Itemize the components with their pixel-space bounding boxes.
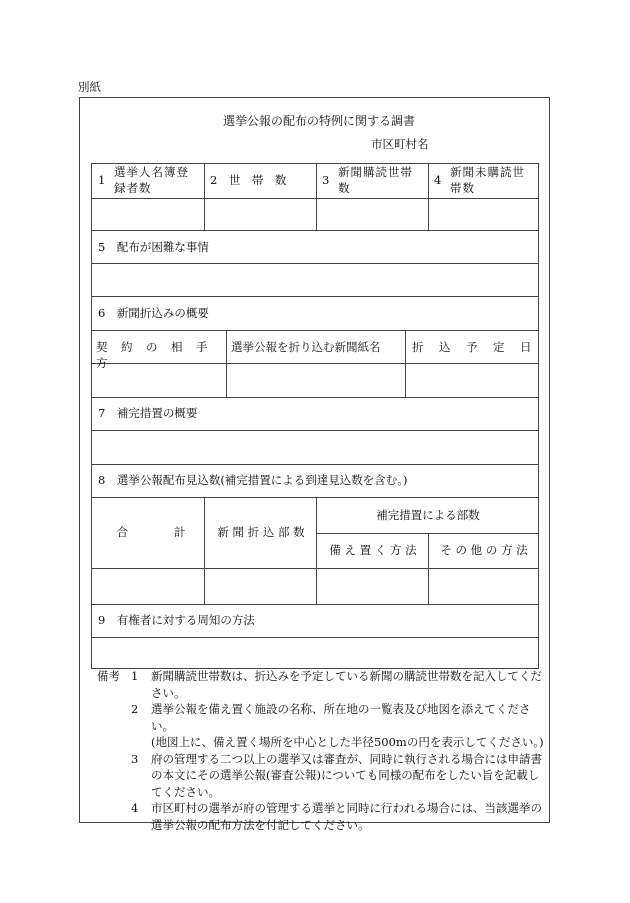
remarks <box>97 668 547 833</box>
header-newspaper-insert-count: 新 聞 折 込 部 数 <box>217 525 305 539</box>
section-5-heading: 5 配布が困難な事情 <box>98 240 209 254</box>
remark-item: (地図上に、備え置く場所を中心とした半径500mの円を表示してください。) <box>151 735 544 749</box>
attachment-label: 別紙 <box>78 80 101 94</box>
form-title: 選挙公報の配布の特例に関する調書 <box>222 114 415 128</box>
header-place-method: 備 え 置 く 方 法 <box>329 543 417 557</box>
header-households: 2 世 帯 数 <box>210 173 287 187</box>
header-total: 合 計 <box>116 525 186 539</box>
municipality-label: 市区町村名 <box>371 137 429 151</box>
section-8-heading: 8 選挙公報配布見込数(補完措置による到達見込数を含む。) <box>98 473 408 487</box>
section-7-heading: 7 補完措置の概要 <box>98 406 198 420</box>
header-subscribing-households: 3 新聞購読世帯数 <box>322 165 413 195</box>
section-9-heading: 9 有権者に対する周知の方法 <box>98 613 255 627</box>
header-supplement-count: 補完措置による部数 <box>376 508 480 522</box>
remark-item: 2 選挙公報を備え置く施設の名称、所在地の一覧表及び地図を添えてください。 <box>131 702 531 733</box>
section-6-heading: 6 新聞折込みの概要 <box>98 306 209 320</box>
header-insert-date: 折 込 予 定 日 <box>412 340 534 354</box>
header-other-method: そ の 他 の 方 法 <box>440 543 528 557</box>
header-contract-party: 契 約 の 相 手 方 <box>96 340 221 370</box>
remark-item: 4 市区町村の選挙が府の管理する選挙と同時に行われる場合には、当該選挙の選挙公報の配布方法を付記してください。 <box>131 801 542 832</box>
header-registered-voters: 1 選挙人名簿登録者数 <box>98 165 189 195</box>
remarks-label: 備考 <box>97 669 120 683</box>
remark-item: 1 新聞購読世帯数は、折込みを予定している新聞の購読世帯数を記入してください。 <box>131 669 542 700</box>
header-nonsubscribing-households: 4 新聞未購読世帯数 <box>434 165 525 195</box>
survey-table <box>91 163 539 669</box>
remark-item: 3 府の管理する二つ以上の選挙又は審査が、同時に執行される場合には申請書の本文にその選挙公報(審査公報)についても同様の配布をしたい旨を記載してください。 <box>131 751 542 799</box>
header-newspaper-name: 選挙公報を折り込む新聞紙名 <box>231 340 381 354</box>
